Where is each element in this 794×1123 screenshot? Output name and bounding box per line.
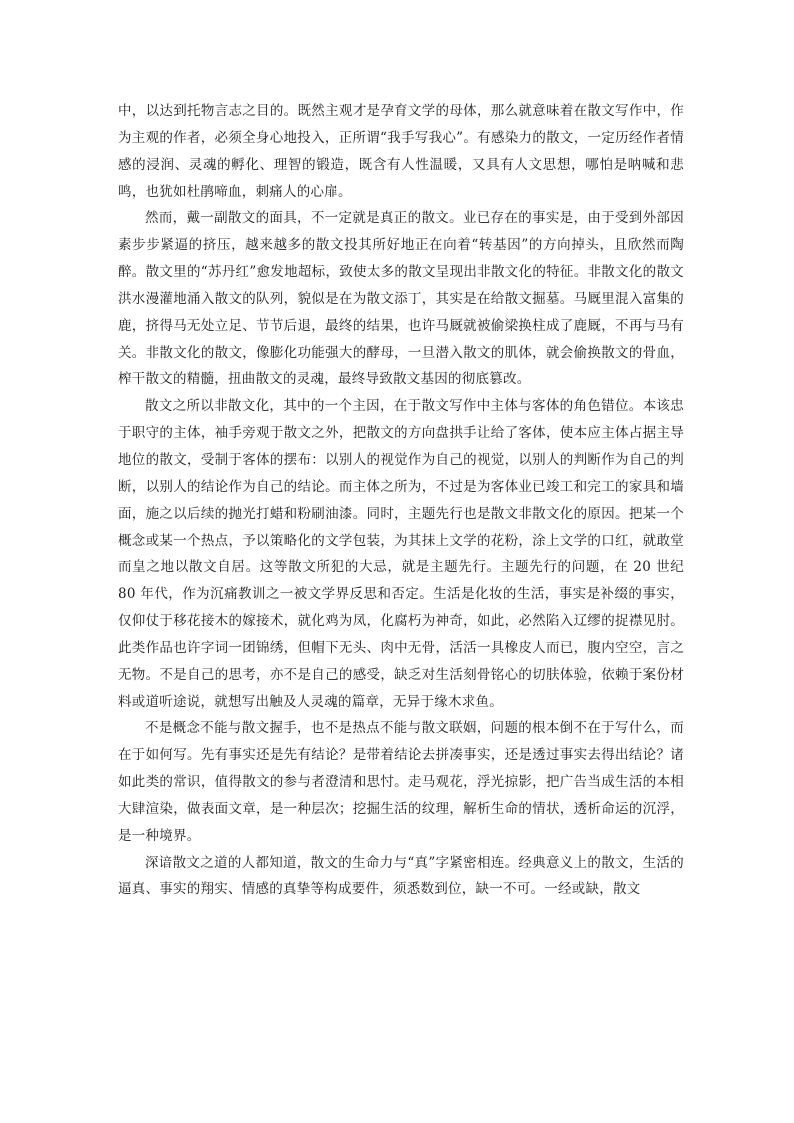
paragraph-3: 散文之所以非散文化，其中的一个主因，在于散文写作中主体与客体的角色错位。本该忠于职守的主体，袖手旁观于散文之外，把散文的方向盘拱手让给了客体，使本应主体占据主导地位的散文，受制于客体的摆布：以别人的视觉作为自己的视觉，以别人的判断作为自己的判断，以别人的结论作为自己的结论。而主体之所为，不过是为客体业已竣工和完工的家具和墙面，施之以后续的抛光打蜡和粉刷油漆。同时，主题先行也是散文非散文化的原因。把某一个概念或某一个热点，予以策略化的文学包装，为其抹上文学的花粉，涂上文学的口红，就敢堂而皇之地以散文自居。这等散文所犯的大忌，就是主题先行。主题先行的问题，在 20 世纪 80 年代，作为沉痛教训之一被文学界反思和否定。生活是化妆的生活，事实是补缀的事实，仅仰仗于移花接木的嫁接术，就化鸡为凤，化腐朽为神奇，如此，必然陷入辽缪的捉襟见肘。此类作品也许字词一团锦绣，但帽下无头、肉中无骨，活活一具橡皮人而已，腹内空空，言之无物。不是自己的思考，亦不是自己的感受，缺乏对生活刻骨铭心的切肤体验，依赖于案份材料或道听途说，就想写出触及人灵魂的篇章，无异于缘木求鱼。 xyxy=(118,398,684,710)
paragraph-5: 深谙散文之道的人都知道，散文的生命力与“真”字紧密相连。经典意义上的散文，生活的逼真、事实的翔实、情感的真挚等构成要件，须悉数到位，缺一不可。一经或缺，散文 xyxy=(118,854,684,898)
paragraph-1: 中，以达到托物言志之目的。既然主观才是孕育文学的母体，那么就意味着在散文写作中，作为主观的作者，必须全身心地投入，正所谓“我手写我心”。有感染力的散文，一定历经作者情感的浸润、灵魂的孵化、理智的锻造，既含有人性温暖，又具有人文思想，哪怕是呐喊和悲鸣，也犹如杜鹃啼血，刺痛人的心扉。 xyxy=(118,103,684,200)
paragraph-4: 不是概念不能与散文握手，也不是热点不能与散文联姻，问题的根本倒不在于写什么，而在于如何写。先有事实还是先有结论？是带着结论去拼凑事实，还是透过事实去得出结论？诸如此类的常识，值得散文的参与者澄清和思忖。走马观花，浮光掠影，把广告当成生活的本相大肆渲染，做表面文章，是一种层次；挖掘生活的纹理，解析生命的情状，透析命运的沉浮，是一种境界。 xyxy=(118,720,684,844)
document-body xyxy=(118,98,684,903)
paragraph-2: 然而，戴一副散文的面具，不一定就是真正的散文。业已存在的事实是，由于受到外部因素步步紧逼的挤压，越来越多的散文投其所好地正在向着“转基因”的方向掉头，且欣然而陶醉。散文里的“苏丹红”愈发地超标，致使太多的散文呈现出非散文化的特征。非散文化的散文洪水漫灌地涌入散文的队列，貌似是在为散文添丁，其实是在给散文掘墓。马厩里混入富集的鹿，挤得马无处立足、节节后退，最终的结果，也许马厩就被偷梁换柱成了鹿厩，不再与马有关。非散文化的散文，像膨化功能强大的酵母，一旦潜入散文的肌体，就会偷换散文的骨血，榨干散文的精髓，扭曲散文的灵魂，最终导致散文基因的彻底篡改。 xyxy=(118,210,684,388)
